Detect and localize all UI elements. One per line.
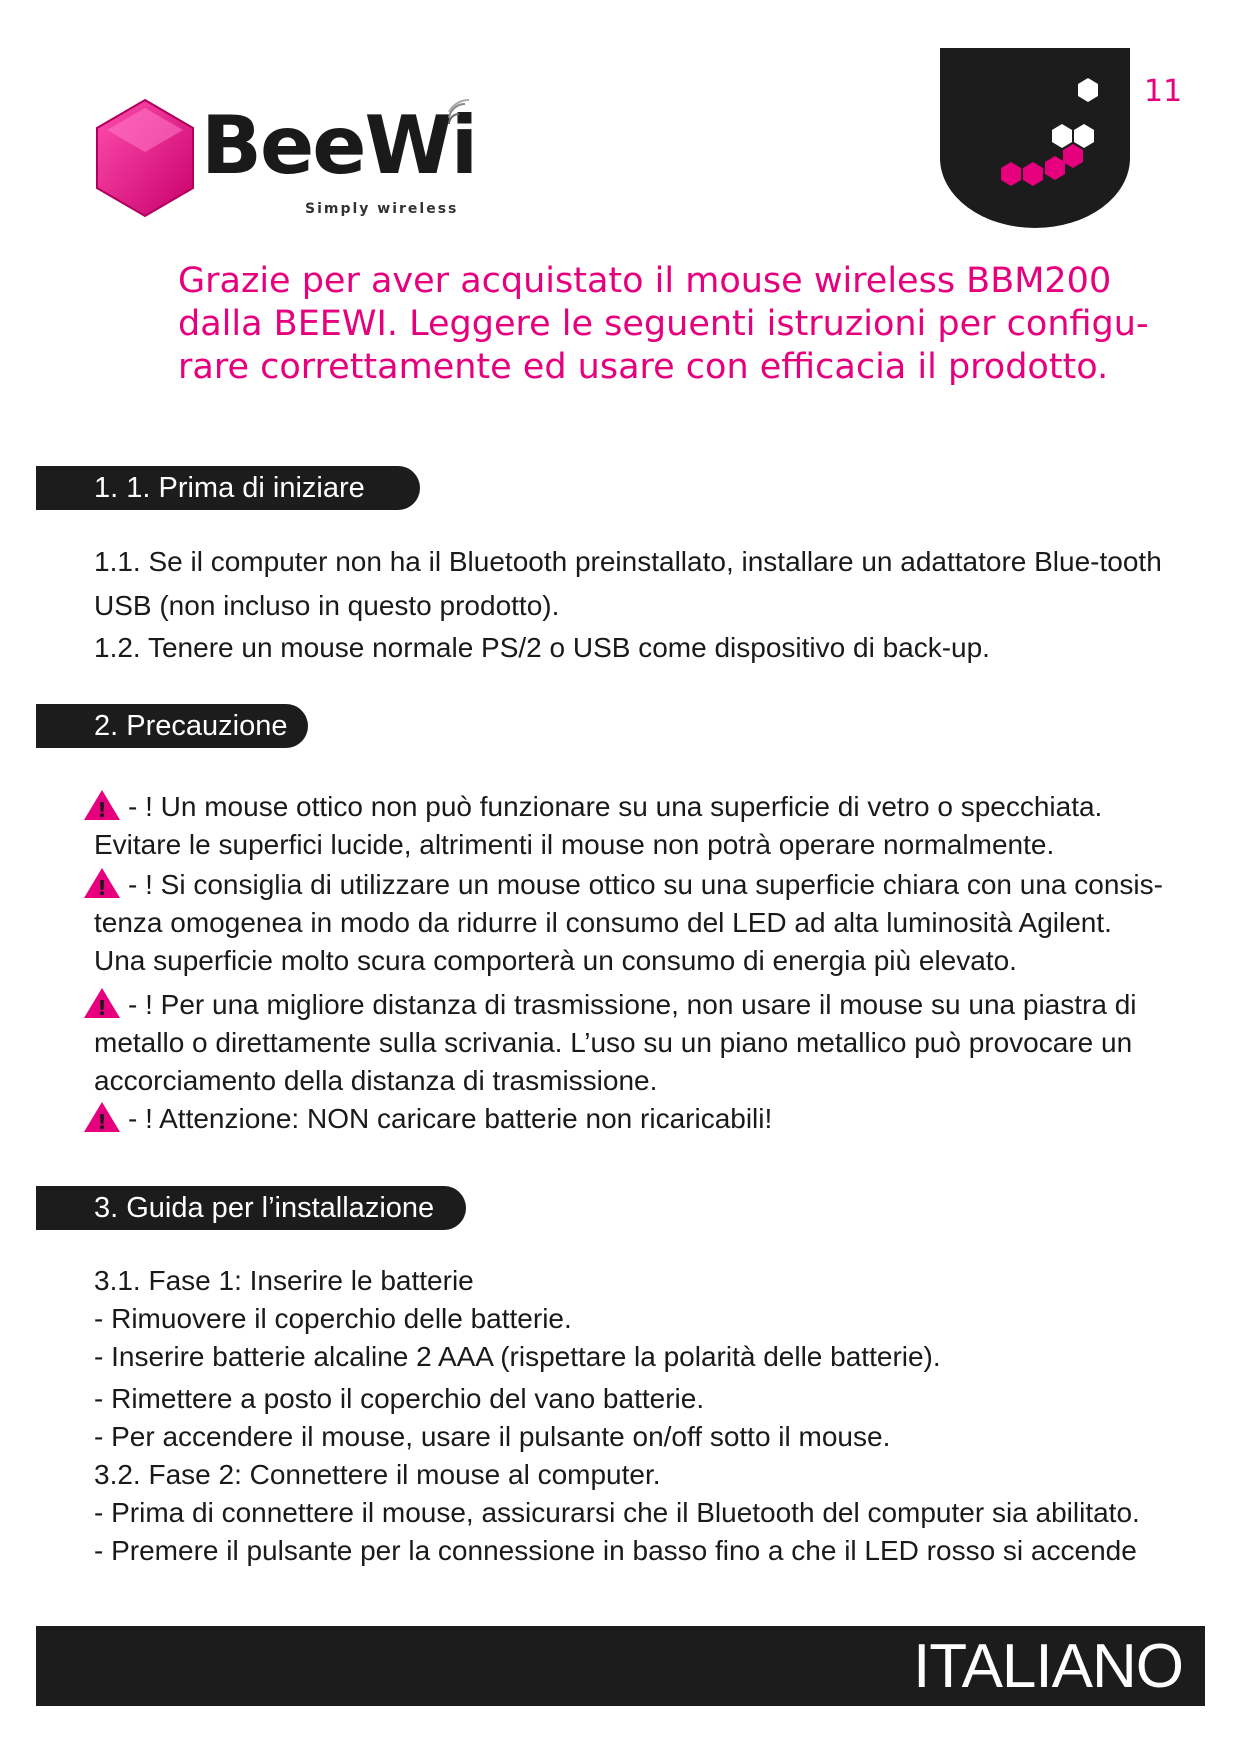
warning-triangle-icon [82, 788, 122, 822]
paragraph: - Rimettere a posto il coperchio del vano batterie. [94, 1383, 705, 1414]
warning-text: - ! Per una migliore distanza di trasmissione, non usare il mouse su una piastra di metallo o direttamente sulla scrivania. L’uso su un piano metallico può provocare un accorciamento della distanza di trasmissione. [94, 989, 1137, 1096]
paragraph: 3.2. Fase 2: Connettere il mouse al computer. [94, 1459, 661, 1490]
warning-triangle-icon [82, 866, 122, 900]
section-header-prima-di-iniziare: 1. 1. Prima di iniziare [36, 466, 420, 510]
paragraph: 3.1. Fase 1: Inserire le batterie [94, 1265, 474, 1296]
wireless-wave-icon [445, 98, 473, 128]
beewi-hexagon-icon [93, 98, 197, 218]
warning-text: - ! Attenzione: NON caricare batterie non ricaricabili! [128, 1103, 773, 1134]
language-footer-bar [36, 1626, 1205, 1706]
paragraph: - Premere il pulsante per la connessione in basso fino a che il LED rosso si accende [94, 1535, 1137, 1566]
intro-text: Grazie per aver acquistato il mouse wireless BBM200 dalla BEEWI. Leggere le seguenti istruzioni per configu-rare correttamente ed usare con efficacia il prodotto. [178, 261, 1149, 387]
section-header-precauzione: 2. Precauzione [36, 704, 308, 748]
section-body-precauzione [94, 788, 1164, 1138]
paragraph: - Prima di connettere il mouse, assicurarsi che il Bluetooth del computer sia abilitato. [94, 1497, 1140, 1528]
paragraph: - Inserire batterie alcaline 2 AAA (rispettare la polarità delle batterie). [94, 1341, 941, 1372]
brand-tagline: Simply wireless [305, 201, 459, 217]
page-number: 11 [1144, 74, 1183, 109]
warning-text: - ! Un mouse ottico non può funzionare su una superficie di vetro o specchiata. Evitare le superfici lucide, altrimenti il mouse non potrà operare normalmente. [94, 791, 1103, 860]
warning-text: - ! Si consiglia di utilizzare un mouse ottico su una superficie chiara con una consis-tenza omogenea in modo da ridurre il consumo del LED ad alta luminosità Agilent. Una superficie molto scura comporterà un consumo di energia più elevato. [94, 869, 1163, 976]
svg-text:!: ! [97, 996, 107, 1020]
section-body-prima-di-iniziare [94, 540, 1164, 668]
warning-item [94, 1100, 1164, 1138]
warning-triangle-icon [82, 986, 122, 1020]
paragraph: - Per accendere il mouse, usare il pulsante on/off sotto il mouse. [94, 1421, 891, 1452]
warning-item [94, 986, 1164, 1100]
warning-triangle-icon [82, 1100, 122, 1134]
section-body-guida-installazione [94, 1262, 1164, 1570]
brand-logo [93, 98, 477, 228]
language-label: ITALIANO [913, 1632, 1183, 1701]
brand-name: BeeWi [201, 99, 477, 192]
paragraph: 1.1. Se il computer non ha il Bluetooth preinstallato, installare un adattatore Blue-tooth USB (non incluso in questo prodotto). [94, 546, 1162, 621]
paragraph: 1.2. Tenere un mouse normale PS/2 o USB come dispositivo di back-up. [94, 632, 990, 663]
section-header-guida-installazione: 3. Guida per l’installazione [36, 1186, 466, 1230]
corner-honeycomb-graphic [940, 48, 1130, 228]
svg-text:!: ! [97, 798, 107, 822]
warning-item [94, 788, 1164, 864]
warning-item [94, 866, 1164, 980]
svg-text:!: ! [97, 1110, 107, 1134]
paragraph: - Rimuovere il coperchio delle batterie. [94, 1303, 572, 1334]
svg-text:!: ! [97, 876, 107, 900]
